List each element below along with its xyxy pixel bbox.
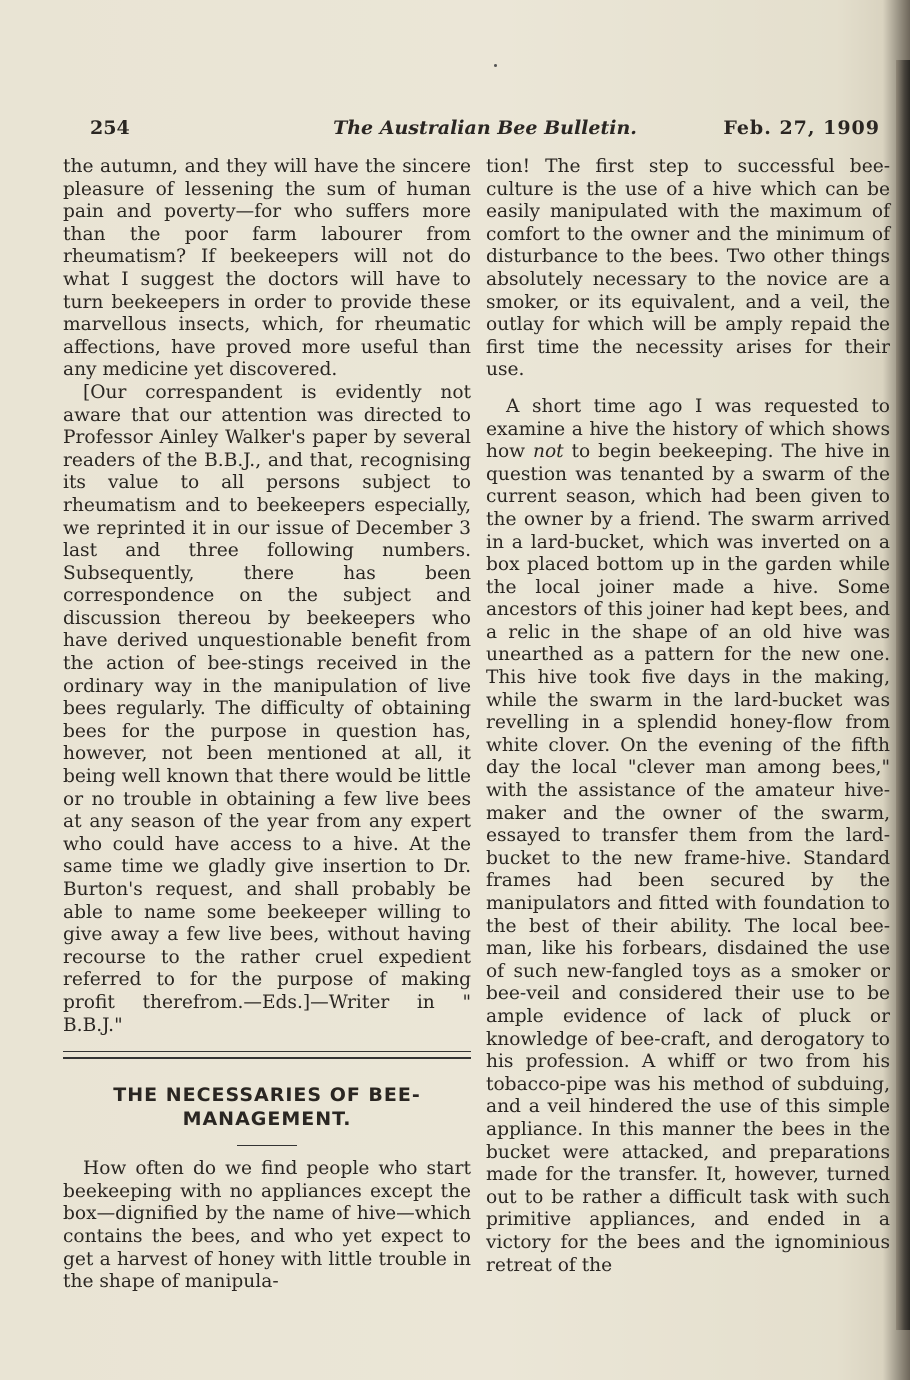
emphasis-text: not — [532, 441, 564, 463]
section-divider — [63, 1051, 471, 1059]
page-binding-edge — [896, 60, 910, 1330]
page-header — [90, 114, 880, 142]
paragraph: the autumn, and they will have the sincere pleasure of lessening the sum of human pain and poverty—for who suffers more than the poor farm labourer from rheumatism? If beekeepers will not do what I suggest the doctors will have to turn beekeepers in order to provide these marvellous insects, which, for rheumatic affections, have proved more useful than any medicine yet discovered. — [63, 156, 471, 381]
right-column — [486, 156, 890, 1277]
text-run: to begin beekeeping. The hive in question was tenanted by a swarm of the current season, which had been given to the owner by a friend. The swarm arrived in a lard-bucket, which was inverted on a box placed bottom up in the garden while the local joiner made a hive. Some ancestors of this joiner had kept bees, and a relic in the shape of an old hive was unearthed as a pattern for the new one. This hive took five days in the making, while the swarm in the lard-bucket was revelling in a splendid honey-flow from white clover. On the evening of the fifth day the local "clever man among bees," with the assistance of the amateur hive-maker and the owner of the swarm, essayed to transfer them from the lard-bucket to the new frame-hive. Standard frames had been secured by the manipulators and fitted with foundation to the best of their ability. The local bee-man, like his forbears, disdained the use of such new-fangled toys as a smoker or bee-veil and considered their use to be ample evidence of lack of pluck or knowledge of bee-craft, and derogatory to his profession. A whiff or two from his tobacco-pipe was his method of subduing, and a veil hindered the use of this simple appliance. In this manner the bees in the bucket were attacked, and preparations made for the transfer. It, however, turned out to be rather a difficult task with such primitive appliances, and ended in a victory for the bees and the ignominious retreat of the — [486, 441, 890, 1276]
article-heading: THE NECESSARIES OF BEE-MANAGEMENT. — [113, 1084, 421, 1131]
paragraph: tion! The first step to successful bee-culture is the use of a hive which can be easily manipulated with the maximum of comfort to the owner and the minimum of disturbance to the bees. Two other things absolutely necessary to the novice are a smoker, or its equivalent, and a veil, the outlay for which will be amply repaid the first time the necessity arises for their use. — [486, 156, 890, 381]
paragraph: How often do we find people who start beekeeping with no appliances except the box—dignified by the name of hive—which contains the bees, and who yet expect to get a harvest of honey with little trouble in the shape of manipula- — [63, 1158, 471, 1293]
editor-note-paragraph: [Our correspandent is evidently not aware that our attention was directed to Professor Ainley Walker's paper by several readers of the B.B.J., and that, recognising its value to all persons subject to rheumatism and to beekeepers especially, we reprinted it in our issue of December 3 last and three following numbers. Subsequently, there has been correspondence on the subject and discussion thereou by beekeepers who have derived unquestionable benefit from the action of bee-stings received in the ordinary way in the manipulation of live bees regularly. The difficulty of obtaining bees for the purpose in question has, however, not been mentioned at all, it being well known that there would be little or no trouble in obtaining a few live bees at any season of the year from any expert who could have access to a hive. At the same time we gladly give insertion to Dr. Burton's request, and shall probably be able to name some beekeeper willing to give away a few live bees, without having recourse to the rather cruel expedient referred to for the purpose of making profit therefrom.—Eds.]—Writer in " B.B.J." — [63, 381, 471, 1036]
paragraph — [486, 396, 890, 1277]
heading-underline — [237, 1145, 297, 1146]
journal-title: The Australian Bee Bulletin. — [333, 117, 637, 139]
text-run: A short time ago I was requested to examine a hive the history of which shows how — [486, 395, 890, 463]
page-number: 254 — [90, 117, 130, 139]
ink-speck — [494, 64, 497, 67]
left-column — [63, 156, 471, 1294]
issue-date: Feb. 27, 1909 — [723, 117, 880, 139]
